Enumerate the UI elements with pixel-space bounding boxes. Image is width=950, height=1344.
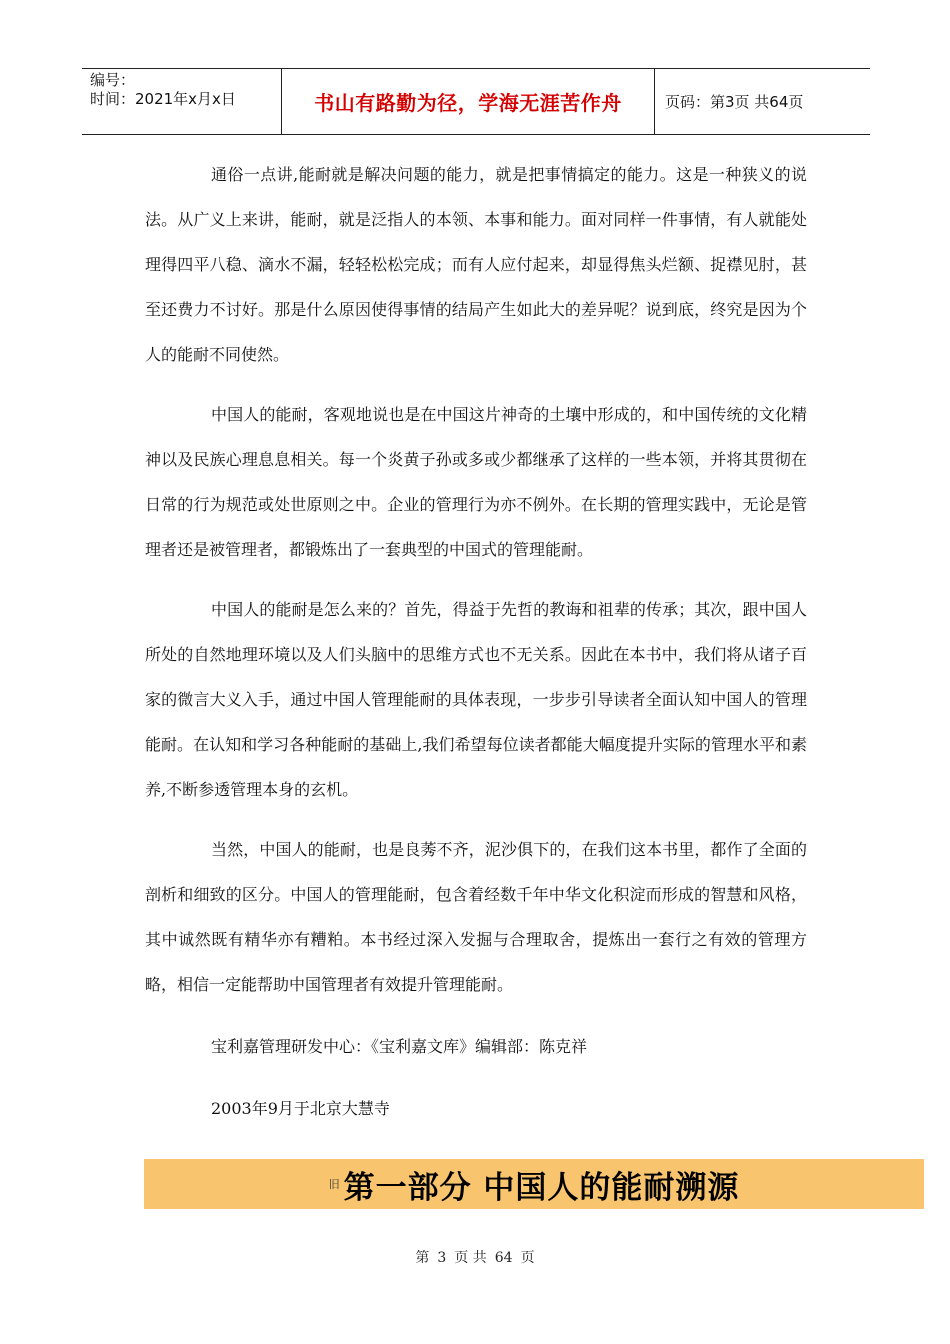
section-title: 第一部分 中国人的能耐溯源: [343, 1169, 740, 1206]
document-header: [82, 68, 870, 135]
page-footer: [0, 1247, 950, 1267]
date-line: 2003年9月于北京大慧寺: [211, 1099, 390, 1118]
paragraph-2: 中国人的能耐，客观地说也是在中国这片神奇的土壤中形成的，和中国传统的文化精神以及民族心理息息相关。每一个炎黄子孙或多或少都继承了这样的一些本领，并将其贯彻在日常的行为规范或处世原则之中。企业的管理行为亦不例外。在长期的管理实践中，无论是管理者还是被管理者，都锻炼出了一套典型的中国式的管理能耐。: [145, 405, 807, 559]
header-motto-cell: [282, 69, 655, 134]
header-page-info: 页码：第3页 共64页: [665, 93, 804, 111]
footer-page-total: 64: [494, 1250, 513, 1266]
paragraph-3: 中国人的能耐是怎么来的？首先，得益于先哲的教诲和祖辈的传承；其次，跟中国人所处的自然地理环境以及人们头脑中的思维方式也不无关系。因此在本书中，我们将从诸子百家的微言大义入手，通过中国人管理能耐的具体表现，一步步引导读者全面认知中国人的管理能耐。在认知和学习各种能耐的基础上,我们希望每位读者都能大幅度提升实际的管理水平和素养,不断参透管理本身的玄机。: [145, 600, 807, 799]
time-label: 时间：2021年x月x日: [90, 90, 236, 108]
banner-mark: 旧: [328, 1178, 340, 1191]
header-motto: 书山有路勤为径，学海无涯苦作舟: [314, 91, 622, 115]
body-content: [145, 152, 807, 1131]
number-label: 编号：: [90, 71, 136, 89]
signature: 宝利嘉管理研发中心：《宝利嘉文库》编辑部：陈克祥: [211, 1037, 588, 1056]
section-banner: [144, 1159, 924, 1209]
footer-suffix: 页: [520, 1250, 535, 1266]
paragraph-4: 当然，中国人的能耐，也是良莠不齐，泥沙俱下的，在我们这本书里，都作了全面的剖析和细致的区分。中国人的管理能耐，包含着经数千年中华文化积淀而形成的智慧和风格，其中诚然既有精华亦有糟粕。本书经过深入发掘与合理取舍，提炼出一套行之有效的管理方略，相信一定能帮助中国管理者有效提升管理能耐。: [145, 840, 807, 994]
footer-mid: 页 共: [454, 1250, 487, 1266]
paragraph-1: 通俗一点讲,能耐就是解决问题的能力，就是把事情搞定的能力。这是一种狭义的说法。从广义上来讲，能耐，就是泛指人的本领、本事和能力。面对同样一件事情，有人就能处理得四平八稳、滴水不漏，轻轻松松完成；而有人应付起来，却显得焦头烂额、捉襟见肘，甚至还费力不讨好。那是什么原因使得事情的结局产生如此大的差异呢？说到底，终究是因为个人的能耐不同使然。: [145, 165, 807, 364]
footer-prefix: 第: [415, 1250, 430, 1266]
header-meta: [82, 69, 282, 134]
footer-page-number: 3: [437, 1250, 447, 1266]
